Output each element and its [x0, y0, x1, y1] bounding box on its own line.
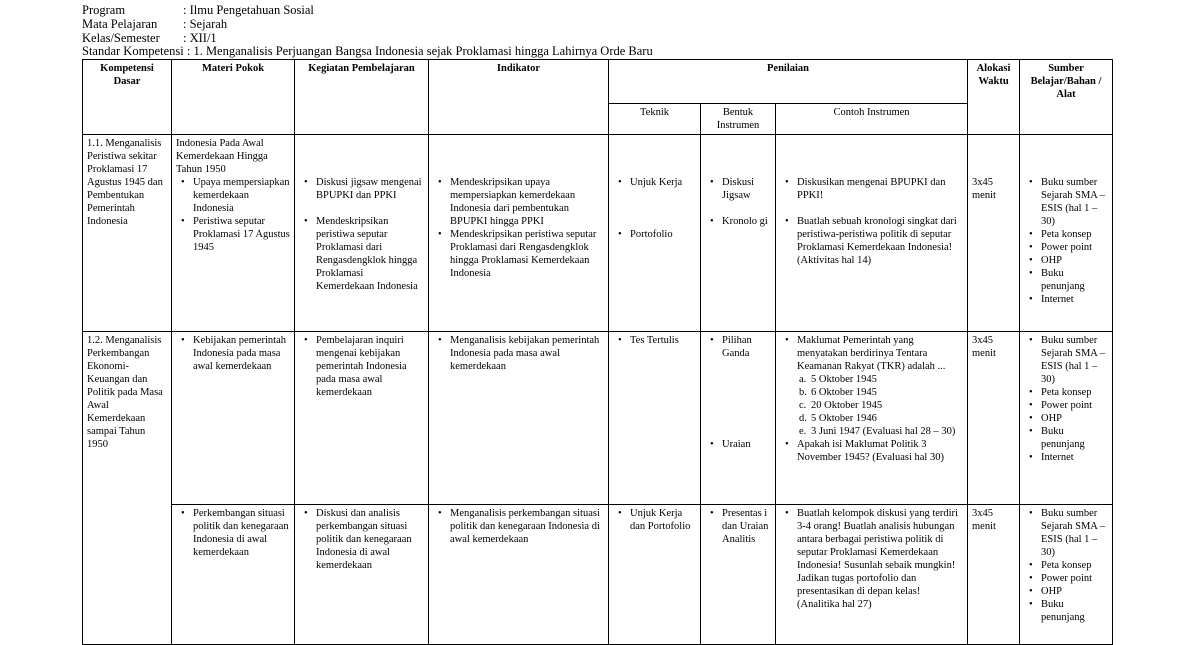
list-item: • Buku penunjang	[1041, 425, 1108, 451]
th-kegiatan: Kegiatan Pembelajaran	[295, 60, 429, 135]
alokasi-value: 3x45 menit	[972, 177, 996, 201]
table-row	[83, 505, 1113, 645]
th-alokasi: Alokasi Waktu	[968, 60, 1020, 135]
question-text: • Maklumat Pemerintah yang menyatakan berdirinya Tentara Keamanan Rakyat (TKR) adalah ...	[797, 335, 946, 372]
contoh-cell	[776, 505, 968, 645]
list-item: • Kronolo gi	[722, 215, 771, 228]
teknik-cell	[609, 505, 701, 645]
th-indikator: Indikator	[429, 60, 609, 135]
materi-cell	[172, 505, 295, 645]
list-item: • Pilihan Ganda	[722, 334, 771, 360]
indikator-cell	[429, 135, 609, 332]
indikator-cell	[429, 505, 609, 645]
list-item: • Upaya mempersiapkan kemerdekaan Indonesia	[193, 176, 290, 215]
option-letter: d.	[799, 413, 807, 424]
list-item: • Menganalisis perkembangan situasi politik dan kenegaraan Indonesia di awal kemerdekaan	[450, 507, 604, 546]
list-item: • Buku penunjang	[1041, 267, 1108, 293]
th-penilaian: Penilaian	[609, 60, 968, 104]
list-item: • Peristiwa seputar Proklamasi 17 Agustus 1945	[193, 215, 290, 254]
contoh-cell	[776, 135, 968, 332]
list-item: • Power point	[1041, 572, 1108, 585]
option-item	[799, 399, 963, 412]
list-item: • Perkembangan situasi politik dan kenegaraan Indonesia di awal kemerdekaan	[193, 507, 290, 559]
list-item: • Unjuk Kerja	[630, 176, 696, 189]
list-item: • Power point	[1041, 241, 1108, 254]
header-row	[83, 60, 1113, 104]
kelas-value: : XII/1	[183, 31, 217, 45]
program-label: Program	[82, 3, 126, 17]
list-item: • Buatlah sebuah kronologi singkat dari peristiwa-peristiwa politik di seputar Proklamasi Kemerdekaan Indonesia! (Aktivitas hal 14)	[797, 215, 963, 267]
materi-cell	[172, 332, 295, 505]
materi-cell	[172, 135, 295, 332]
list-item: • Diskusi dan analisis perkembangan situasi politik dan kenegaraan Indonesia di awal kemerdekaan	[316, 507, 424, 572]
option-item	[799, 373, 963, 386]
mapel-label: Mata Pelajaran	[82, 17, 158, 31]
sumber-cell	[1020, 332, 1113, 505]
list-item: • Internet	[1041, 293, 1108, 306]
th-teknik: Teknik	[609, 104, 701, 135]
list-item: • Uraian	[722, 438, 771, 451]
list-item: • Unjuk Kerja dan Portofolio	[630, 507, 696, 533]
bentuk-cell	[701, 505, 776, 645]
alokasi-cell	[968, 135, 1020, 332]
list-item: • Buatlah kelompok diskusi yang terdiri 3-4 orang! Buatlah analisis hubungan antara berbagai peristiwa politik di seputar Proklamasi Kemerdekaan Indonesia! Susunlah sebaik mungkin! Jadikan tugas portofolio dan presentasikan di depan kelas! (Analitika hal 27)	[797, 507, 963, 611]
list-item: • Mendeskripsikan peristiwa seputar Proklamasi dari Rengasdengklok hingga Proklamasi Kemerdekaan Indonesia	[316, 215, 424, 293]
sumber-cell	[1020, 505, 1113, 645]
kd-cell: 1.1. Menganalisis Peristiwa sekitar Proklamasi 17 Agustus 1945 dan Pembentukan Pemerintah Indonesia	[83, 135, 172, 332]
list-item: • Buku sumber Sejarah SMA – ESIS (hal 1 – 30)	[1041, 334, 1108, 386]
standar-kompetensi: Standar Kompetensi : 1. Menganalisis Perjuangan Bangsa Indonesia sejak Proklamasi hingga Lahirnya Orde Baru	[82, 44, 653, 58]
th-bentuk: Bentuk Instrumen	[701, 104, 776, 135]
option-letter: e.	[799, 426, 807, 437]
teknik-cell	[609, 135, 701, 332]
list-item: • Diskusi Jigsaw	[722, 176, 771, 202]
list-item: • Buku sumber Sejarah SMA – ESIS (hal 1 – 30)	[1041, 176, 1108, 228]
list-item: • Internet	[1041, 451, 1108, 464]
list-item: • Pembelajaran inquiri mengenai kebijakan pemerintah Indonesia pada masa awal kemerdekaan	[316, 334, 424, 399]
th-sumber: Sumber Belajar/Bahan / Alat	[1020, 60, 1113, 135]
kelas-label: Kelas/Semester	[82, 31, 160, 45]
bentuk-cell	[701, 135, 776, 332]
option-letter: c.	[799, 400, 807, 411]
kegiatan-cell	[295, 332, 429, 505]
list-item: • Presentas i dan Uraian Analitis	[722, 507, 771, 546]
program-line	[82, 3, 314, 18]
mapel-value: : Sejarah	[183, 17, 228, 31]
th-contoh: Contoh Instrumen	[776, 104, 968, 135]
alokasi-cell: 3x45 menit	[968, 332, 1020, 505]
list-item: • Mendeskripsikan peristiwa seputar Proklamasi dari Rengasdengklok hingga Proklamasi Kemerdekaan Indonesia	[450, 228, 604, 280]
kegiatan-cell	[295, 505, 429, 645]
list-item: • OHP	[1041, 412, 1108, 425]
contoh-cell	[776, 332, 968, 505]
list-item: • Buku sumber Sejarah SMA – ESIS (hal 1 – 30)	[1041, 507, 1108, 559]
option-item	[799, 412, 963, 425]
table-row	[83, 135, 1113, 332]
rpp-table	[82, 59, 1113, 645]
list-item: • Diskusi jigsaw mengenai BPUPKI dan PPKI	[316, 176, 424, 202]
list-item: • OHP	[1041, 585, 1108, 598]
list-item: • Diskusikan mengenai BPUPKI dan PPKI!	[797, 176, 963, 202]
th-kompetensi: Kompetensi Dasar	[83, 60, 172, 135]
option-item	[799, 425, 963, 438]
list-item: • Tes Tertulis	[630, 334, 696, 347]
list-item: • Portofolio	[630, 228, 696, 241]
option-text: 6 Oktober 1945	[811, 387, 877, 398]
option-text: 20 Oktober 1945	[811, 400, 883, 411]
list-item: • Peta konsep	[1041, 559, 1108, 572]
kegiatan-cell	[295, 135, 429, 332]
list-item: • Kebijakan pemerintah Indonesia pada masa awal kemerdekaan	[193, 334, 290, 373]
option-letter: a.	[799, 374, 807, 385]
list-item: • Apakah isi Maklumat Politik 3 November 1945? (Evaluasi hal 30)	[797, 438, 963, 464]
list-item	[797, 334, 963, 438]
list-item: • Power point	[1041, 399, 1108, 412]
list-item: • Buku penunjang	[1041, 598, 1108, 624]
alokasi-cell: 3x45 menit	[968, 505, 1020, 645]
option-item	[799, 386, 963, 399]
list-item: • Menganalisis kebijakan pemerintah Indonesia pada masa awal kemerdekaan	[450, 334, 604, 373]
bentuk-cell	[701, 332, 776, 505]
kd-cell: 1.2. Menganalisis Perkembangan Ekonomi-Keuangan dan Politik pada Masa Awal Kemerdekaan sampai Tahun 1950	[83, 332, 172, 645]
option-letter: b.	[799, 387, 807, 398]
options-list	[797, 373, 963, 438]
option-text: 3 Juni 1947 (Evaluasi hal 28 – 30)	[811, 426, 956, 437]
program-value: : Ilmu Pengetahuan Sosial	[183, 3, 314, 17]
list-item: • OHP	[1041, 254, 1108, 267]
indikator-cell	[429, 332, 609, 505]
sumber-cell	[1020, 135, 1113, 332]
list-item: • Mendeskripsikan upaya mempersiapkan kemerdekaan Indonesia dari pembentukan BPUPKI hingga PPKI	[450, 176, 604, 228]
th-materi: Materi Pokok	[172, 60, 295, 135]
list-item: • Peta konsep	[1041, 228, 1108, 241]
teknik-cell	[609, 332, 701, 505]
list-item: • Peta konsep	[1041, 386, 1108, 399]
table-row	[83, 332, 1113, 505]
option-text: 5 Oktober 1945	[811, 374, 877, 385]
option-text: 5 Oktober 1946	[811, 413, 877, 424]
materi-title: Indonesia Pada Awal Kemerdekaan Hingga Tahun 1950	[176, 138, 268, 175]
mapel-line	[82, 17, 227, 32]
